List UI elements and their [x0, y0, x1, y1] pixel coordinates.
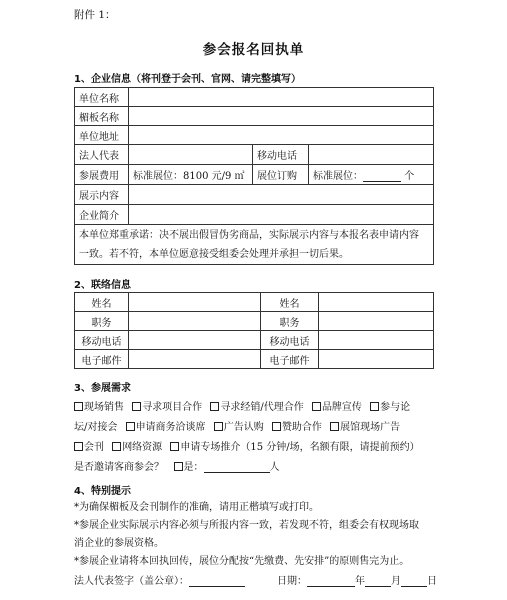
booth-order-label: 展位订购: [253, 165, 309, 185]
need-option-continued: 坛/对接会: [74, 422, 118, 433]
need-option[interactable]: 参与论: [370, 402, 410, 413]
contact1-position-field[interactable]: [129, 312, 261, 331]
need-option[interactable]: 赞助合作: [272, 422, 322, 433]
contact2-position-field[interactable]: [319, 312, 434, 331]
checkbox-icon[interactable]: [330, 422, 339, 431]
contact1-email-label: 电子邮件: [75, 350, 129, 369]
checkbox-icon[interactable]: [112, 442, 121, 451]
company-intro-field[interactable]: [129, 205, 434, 225]
pledge-line1: 本单位郑重承诺：决不展出假冒伪劣商品，实际展示内容与本报名表申请内容: [79, 229, 419, 241]
need-option[interactable]: 申请专场推介（15 分钟/场，名额有限，请提前预约）: [170, 442, 419, 453]
checkbox-icon[interactable]: [214, 422, 223, 431]
contact2-email-label: 电子邮件: [261, 350, 319, 369]
need-option[interactable]: 寻求经销/代理合作: [210, 402, 303, 413]
legal-rep-label: 法人代表: [75, 145, 129, 165]
checkbox-icon[interactable]: [74, 442, 83, 451]
booth-order-field[interactable]: [309, 165, 434, 185]
address-label: 单位地址: [75, 126, 129, 145]
plate-name-field[interactable]: [129, 107, 434, 126]
checkbox-icon[interactable]: [312, 402, 321, 411]
contact1-email-field[interactable]: [129, 350, 261, 369]
section1-heading: 1、企业信息（将刊登于会刊、官网、请完整填写）: [74, 74, 301, 85]
fee-label: 参展费用: [75, 165, 129, 185]
contact2-email-field[interactable]: [319, 350, 434, 369]
pledge-cell: [75, 225, 434, 265]
month-blank[interactable]: [365, 576, 391, 587]
unit-name-field[interactable]: [129, 88, 434, 107]
exhibit-content-label: 展示内容: [75, 185, 129, 205]
contact2-mobile-field[interactable]: [319, 331, 434, 350]
booth-std-prefix: 标准展位：: [313, 171, 363, 182]
need-option[interactable]: 广告认购: [214, 422, 264, 433]
contact1-mobile-field[interactable]: [129, 331, 261, 350]
vip-yes-label: 是：: [183, 462, 204, 473]
checkbox-icon[interactable]: [272, 422, 281, 431]
date-label: 日期：: [277, 576, 307, 587]
fee-value: 标准展位：8100 元/9 ㎡: [129, 165, 253, 185]
checkbox-icon[interactable]: [174, 462, 183, 471]
need-option[interactable]: 寻求项目合作: [132, 402, 202, 413]
note-1: *为确保楣板及会刊制作的准确，请用正楷填写或打印。: [74, 502, 319, 513]
address-field[interactable]: [129, 126, 434, 145]
vip-count-blank[interactable]: [204, 462, 270, 473]
need-option[interactable]: 品牌宣传: [312, 402, 362, 413]
section4-heading: 4、特别提示: [74, 486, 131, 497]
note-3: *参展企业请将本回执回传，展位分配按“先缴费、先安排”的原则售完为止。: [74, 556, 410, 567]
contact1-name-label: 姓名: [75, 293, 129, 312]
exhibit-content-field[interactable]: [129, 185, 434, 205]
contact-info-table: [74, 292, 434, 369]
contact1-name-field[interactable]: [129, 293, 261, 312]
section3-heading: 3、参展需求: [74, 383, 131, 394]
attachment-label: 附件 1：: [74, 9, 116, 21]
company-intro-label: 企业简介: [75, 205, 129, 225]
checkbox-icon[interactable]: [170, 442, 179, 451]
day-label: 日: [427, 576, 437, 587]
year-label: 年: [355, 576, 365, 587]
contact2-mobile-label: 移动电话: [261, 331, 319, 350]
need-option[interactable]: 现场销售: [74, 402, 124, 413]
month-label: 月: [391, 576, 401, 587]
year-blank[interactable]: [307, 576, 355, 587]
signature-label: 法人代表签字（盖公章）：: [74, 576, 189, 587]
contact1-position-label: 职务: [75, 312, 129, 331]
checkbox-icon[interactable]: [132, 402, 141, 411]
needs-line1: [74, 398, 410, 413]
vip-question: 是否邀请客商参会？: [74, 462, 164, 473]
contact2-name-field[interactable]: [319, 293, 434, 312]
vip-question-line: [74, 458, 280, 473]
mobile-label: 移动电话: [253, 145, 309, 165]
checkbox-icon[interactable]: [210, 402, 219, 411]
company-info-table: [74, 87, 434, 265]
plate-name-label: 楣板名称: [75, 107, 129, 126]
vip-suffix: 人: [269, 462, 280, 473]
need-option[interactable]: 申请商务洽谈席: [126, 422, 206, 433]
booth-std-suffix: 个: [404, 171, 415, 182]
form-title: 参会报名回执单: [202, 42, 305, 58]
checkbox-icon[interactable]: [126, 422, 135, 431]
day-blank[interactable]: [401, 576, 427, 587]
note-2-line2: 消企业的参展资格。: [74, 538, 164, 549]
unit-name-label: 单位名称: [75, 88, 129, 107]
signature-line: [74, 572, 437, 587]
need-option[interactable]: 会刊: [74, 442, 104, 453]
contact1-mobile-label: 移动电话: [75, 331, 129, 350]
checkbox-icon[interactable]: [370, 402, 379, 411]
need-option[interactable]: 展馆现场广告: [330, 422, 400, 433]
section2-heading: 2、联络信息: [74, 280, 131, 291]
need-option[interactable]: 网络资源: [112, 442, 162, 453]
legal-rep-field[interactable]: [129, 145, 253, 165]
mobile-field[interactable]: [309, 145, 434, 165]
needs-line2: [74, 418, 400, 433]
note-2-line1: *参展企业实际展示内容必须与所报内容一致，若发现不符，组委会有权现场取: [74, 520, 419, 531]
needs-line3: [74, 438, 420, 453]
contact2-position-label: 职务: [261, 312, 319, 331]
contact2-name-label: 姓名: [261, 293, 319, 312]
pledge-line2: 一致。若不符，本单位愿意接受组委会处理并承担一切后果。: [79, 248, 349, 260]
signature-blank[interactable]: [189, 576, 245, 587]
checkbox-icon[interactable]: [74, 402, 83, 411]
booth-count-blank[interactable]: [363, 171, 401, 182]
